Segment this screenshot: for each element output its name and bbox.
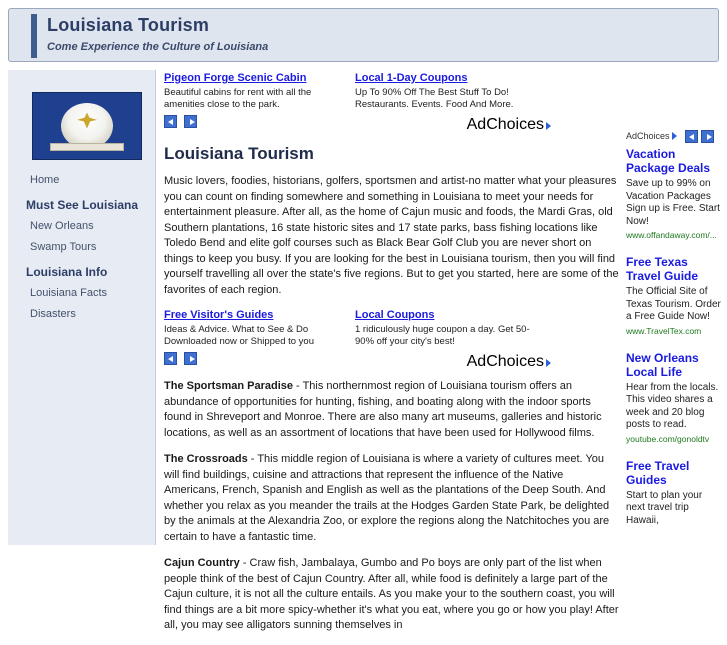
rail-ad-title-link[interactable]: Vacation Package Deals [626, 147, 711, 175]
ad-title-link[interactable]: Local 1-Day Coupons [355, 72, 468, 84]
paragraph-text: - This northernmost region of Louisiana tourism offers an abundance of opportunities for hunting, fishing, and boating along with the indoor sports found in Shreveport and Monroe. There are also many art museums, galleries and historic locations, as well as an assortment of locations that have been used for Hollywood films. [164, 380, 602, 439]
ad-description: Ideas & Advice. What to See & Do Downloaded now or Shipped to you [164, 324, 314, 347]
flag-ribbon [50, 143, 124, 151]
rail-ad-title-link[interactable]: Free Texas Travel Guide [626, 255, 699, 283]
sidebar-item-home[interactable]: Home [30, 174, 60, 186]
louisiana-flag-icon [32, 92, 142, 160]
ad-description: Beautiful cabins for rent with all the amenities close to the park. [164, 87, 312, 110]
ad-unit-pigeon-forge [164, 72, 349, 110]
rail-ad-title-link[interactable]: Free Travel Guides [626, 458, 690, 487]
ad-title-link[interactable]: Local Coupons [355, 309, 435, 321]
sidebar-item-swamp-tours[interactable]: Swamp Tours [30, 241, 97, 253]
rail-ad-title-link[interactable]: New Orleans Local Life [626, 350, 699, 379]
ad-description: Up To 90% Off The Best Stuff To Do! Restaurants. Events. Food And More. [355, 87, 514, 110]
right-rail [626, 130, 722, 541]
sidebar-item-louisiana-facts[interactable]: Louisiana Facts [30, 287, 108, 299]
rail-ad-description: Save up to 99% on Vacation Packages Sign up is Free. Start Now! [626, 178, 720, 227]
adchoices-rail[interactable] [626, 130, 722, 143]
header-accent-bar [31, 14, 37, 58]
rail-ad-description: Hear from the locals. This video shares a week and 20 blog posts to read. [626, 381, 719, 430]
sidebar-nav [8, 170, 156, 325]
page-title: Louisiana Tourism [164, 144, 314, 163]
next-arrow-icon[interactable] [184, 352, 197, 365]
ad-unit-local-1-day-coupons [355, 72, 545, 110]
paragraph-text: - Craw fish, Jambalaya, Gumbo and Po boys are only part of the list when people think of the best of Cajun Country. After all, while food is definitely a large part of the Cajun culture, it is not all the culture entails. As you make your to the southern coast, you will find things are a bit more spicy-whether it's what you eat, where you go or how you play! After all, you may see alligators sunning themselves in [164, 557, 619, 631]
sidebar-heading-louisiana-info: Louisiana Info [26, 265, 108, 279]
prev-arrow-icon[interactable] [164, 352, 177, 365]
rail-ad-free-texas-travel-guide [626, 255, 722, 337]
rail-ad-free-travel-guides [626, 459, 722, 528]
body-paragraph-crossroads [164, 452, 619, 545]
ad-carousel-nav [164, 113, 200, 131]
pelican-icon [77, 112, 97, 128]
adchoices-label: AdChoices [626, 130, 670, 141]
ad-unit-local-coupons [355, 309, 545, 347]
site-title: Louisiana Tourism [47, 15, 210, 35]
ad-block-mid [164, 309, 619, 370]
sidebar-heading-must-see-louisiana: Must See Louisiana [26, 198, 139, 212]
adchoices-mid[interactable] [467, 353, 551, 371]
paragraph-text: - This middle region of Louisiana is where a variety of cultures meet. You will find buildings, cuisine and attractions that represent the influence of the Native Americans, French, Spanish and English as well as the plantations of the Deep South. And whether you relax as you meander the trails at the Hodges Garden State Park, be delighted by the animals at the Alexandria Zoo, or explore the regions along the Natchitoches you are certain to have a fantastic time. [164, 453, 610, 543]
sidebar [8, 70, 156, 545]
sidebar-item-new-orleans[interactable]: New Orleans [30, 220, 94, 232]
prev-arrow-icon[interactable] [685, 130, 698, 143]
next-arrow-icon[interactable] [184, 115, 197, 128]
next-arrow-icon[interactable] [701, 130, 714, 143]
rail-ad-new-orleans-local-life [626, 351, 722, 445]
ad-title-link[interactable]: Free Visitor's Guides [164, 309, 274, 321]
adchoices-top[interactable] [467, 116, 551, 134]
adchoices-triangle-icon [546, 359, 551, 367]
paragraph-lead: The Sportsman Paradise [164, 380, 293, 392]
rail-ad-url: www.offandaway.com/... [626, 230, 717, 240]
ad-unit-free-visitors-guides [164, 309, 349, 347]
adchoices-label: AdChoices [466, 116, 544, 133]
adchoices-triangle-icon [546, 122, 551, 130]
site-header [8, 8, 719, 62]
pelican-emblem-icon [61, 103, 113, 149]
adchoices-triangle-icon [672, 132, 677, 140]
ad-block-top [164, 72, 619, 133]
ad-title-link[interactable]: Pigeon Forge Scenic Cabin [164, 72, 307, 84]
site-tagline: Come Experience the Culture of Louisiana [47, 41, 269, 53]
rail-ad-url: www.TravelTex.com [626, 325, 702, 336]
rail-ad-vacation-package-deals [626, 147, 722, 241]
paragraph-lead: The Crossroads [164, 453, 248, 465]
sidebar-item-disasters[interactable]: Disasters [30, 308, 76, 320]
main-content [164, 72, 619, 645]
rail-ad-description: The Official Site of Texas Tourism. Order a Free Guide Now! [626, 286, 721, 322]
rail-ad-description: Start to plan your next travel trip Hawaii, [626, 489, 703, 526]
body-paragraph-intro: Music lovers, foodies, historians, golfers, sportsmen and artist-no matter what your pleasures you can count on finding somewhere and something in Louisiana to meet your needs for entertainment pleasure. After all, as the home of Cajun music and foods, the Mardi Gras, old Southern plantations, 16 state historic sites and 17 state parks, bass fishing locations like Toledo Bend and elite golf courses such as Black Bear Golf Club you are never short on things to keep you busy. If you are looking for the best in Louisiana tourism, then you will find yourself travelling all over the state's five regions. But to get you started, here are some of the favorites of each region. [164, 175, 619, 296]
ad-description: 1 ridiculously huge coupon a day. Get 50-90% off your city's best! [355, 324, 530, 347]
body-paragraph-cajun-country [164, 556, 619, 634]
adchoices-label: AdChoices [466, 353, 544, 370]
prev-arrow-icon[interactable] [164, 115, 177, 128]
body-paragraph-sportsman-paradise [164, 379, 619, 441]
rail-ad-url: youtube.com/gonoldtv [626, 433, 710, 444]
ad-carousel-nav [164, 350, 200, 368]
paragraph-lead: Cajun Country [164, 557, 240, 569]
